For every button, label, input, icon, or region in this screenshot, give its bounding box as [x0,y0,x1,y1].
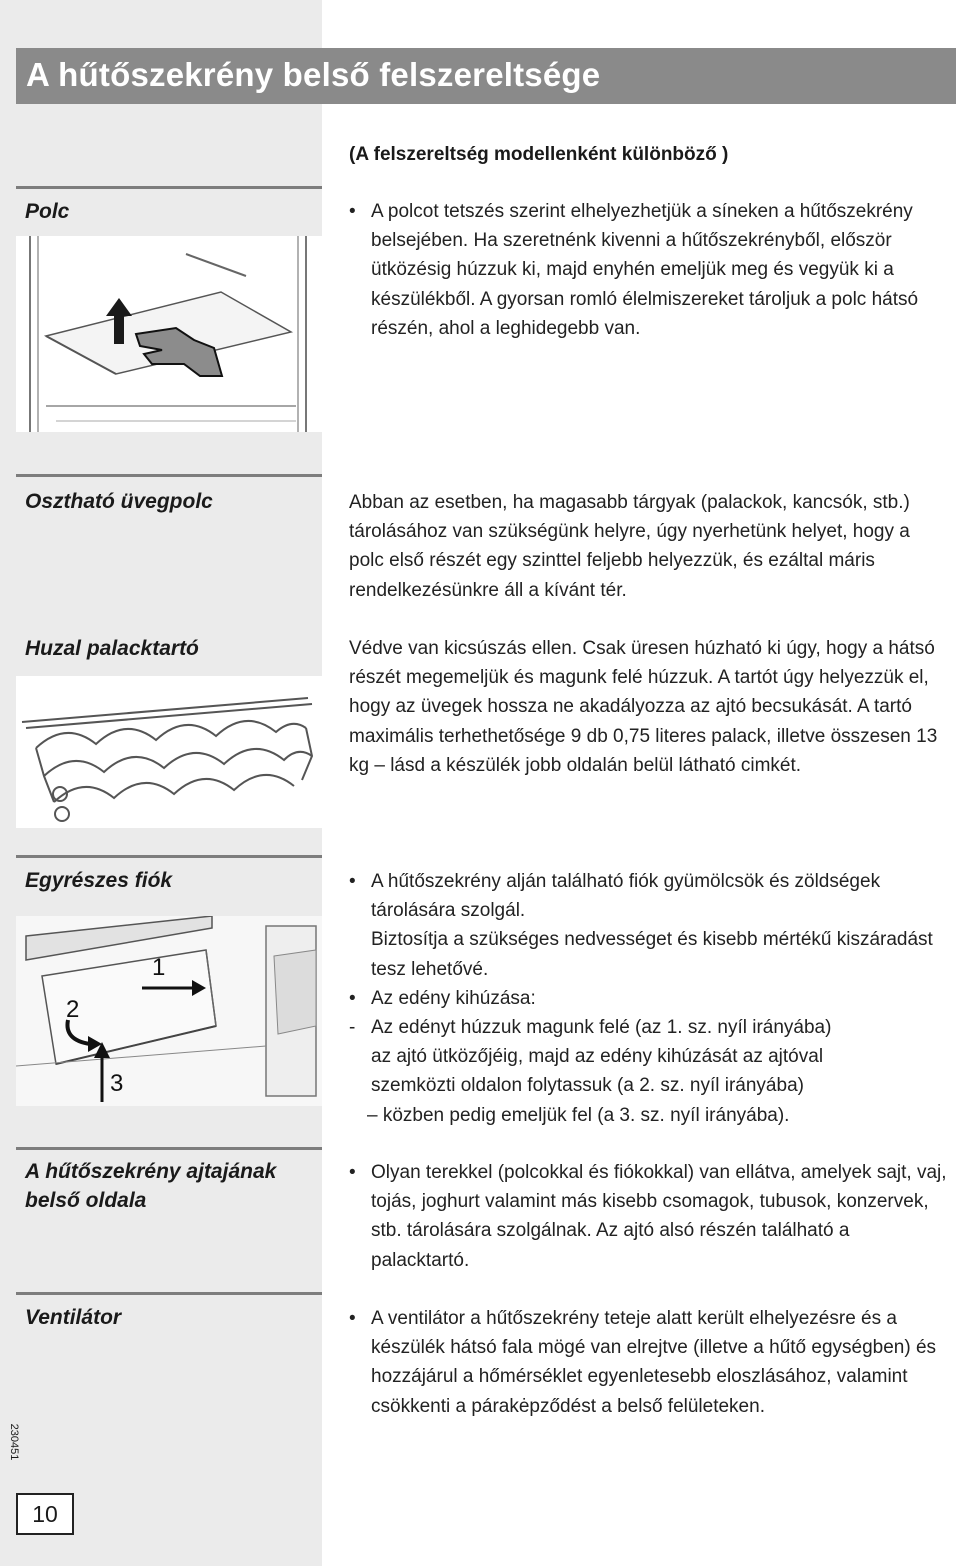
list-item: szemközti oldalon folytassuk (a 2. sz. nyíl irányába) [371,1075,804,1097]
section-divider [16,1147,322,1150]
section-divider [16,855,322,858]
section-divider [16,474,322,477]
fiok-bullets [349,867,949,1130]
bottle-rack-illustration [16,676,322,828]
section-label-ajto: A hűtőszekrény ajtajának belső oldala [25,1160,277,1212]
list-item: • A hűtőszekrény alján található fiók gyümölcsök és zöldségek tárolására szolgál. Biztosítja a szükséges nedvességet és kisebb mértékű kiszáradást tesz lehetővé. [349,871,933,980]
arrow-label-1: 1 [152,954,166,981]
section-label-ventilator: Ventilátor [25,1306,122,1329]
list-item: – közben pedig emeljük fel (a 3. sz. nyíl irányába). [367,1104,790,1126]
drawer-illustration [16,916,322,1106]
section-label-uvegpolc: Osztható üvegpolc [25,490,213,513]
arrow-label-2: 2 [66,996,80,1023]
section-label-fiok: Egyrészes fiók [25,869,173,892]
list-item: • A polcot tetszés szerint elhelyezhetjük a síneken a hűtőszekrény belsejében. Ha szeretnénk kivenni a hűtőszekrényből, először ütközésig húzzuk ki, majd enyhén emeljük meg és vegyük ki a készülékből. A gyorsan romló élelmiszereket tároljuk a polc hátsó részén, ahol a leghidegebb van. [349,201,919,339]
page-number: 10 [16,1493,74,1535]
page-subtitle: (A felszereltség modellenként különböző ) [349,144,729,165]
document-code: 230451 [8,1423,20,1461]
shelf-illustration [16,236,322,432]
list-item: • Olyan terekkel (polcokkal és fiókokkal) van ellátva, amelyek sajt, vaj, tojás, joghurt valamint más kisebb csomagok, tubusok, konzervek, stb. tárolására szolgálnak. Az ajtó alsó részén található a palacktartó. [349,1162,947,1271]
section-divider [16,186,322,189]
arrow-label-3: 3 [110,1070,124,1097]
list-item: az ajtó ütközőjéig, majd az edény kihúzását az ajtóval [371,1046,824,1068]
drawer-steps [349,1013,949,1130]
list-item: - Az edényt húzzuk magunk felé (az 1. sz. nyíl irányába) [349,1017,832,1039]
section-label-palacktarto: Huzal palacktartó [25,637,199,660]
section-divider [16,1292,322,1295]
section-label-polc: Polc [25,200,70,223]
uvegpolc-text: Abban az esetben, ha magasabb tárgyak (palackok, kancsók, stb.) tárolásához van szükségünk helyre, úgy nyerhetünk helyet, hogy a polc első részét egy szinttel feljebb helyezzük, és ezáltal máris rendelkezésünkre áll a kívánt tér. [349,492,910,601]
ajto-bullets [349,1158,949,1275]
palacktarto-text: Védve van kicsúszás ellen. Csak üresen húzható ki úgy, hogy a hátsó részét megemeljük és magunk felé húzzuk. A tartót úgy helyezzük el, hogy az üvegek hossza ne akadályozza az ajtó becsukását. A tartó maximális terhethetősége 9 db 0,75 literes palack, illetve összesen 13 kg – lásd a készülék jobb oldalán belül látható cimkét. [349,638,938,776]
list-item: • Az edény kihúzása: - Az edényt húzzuk magunk felé (az 1. sz. nyíl irányába) az ajtó ütközőjéig, majd az edény kihúzását az ajtóval szemközti oldalon folytassuk (a 2. sz. nyíl irányába) – közben pedig emeljük fel (a 3. sz. nyíl irányába). [349,984,949,1130]
list-item: • A ventilátor a hűtőszekrény teteje alatt került elhelyezésre és a készülék hátsó fala mögé van elrejtve (illetve a hűtő egységben) és hozzájárul a hőmérséklet egyenletesebb eloszlásához, valamint csökkenti a párakėpződést a belső felületeken. [349,1308,937,1417]
ventilator-bullets [349,1304,949,1421]
polc-bullets [349,197,949,343]
page-title: A hűtőszekrény belső felszereltsége [26,56,601,93]
